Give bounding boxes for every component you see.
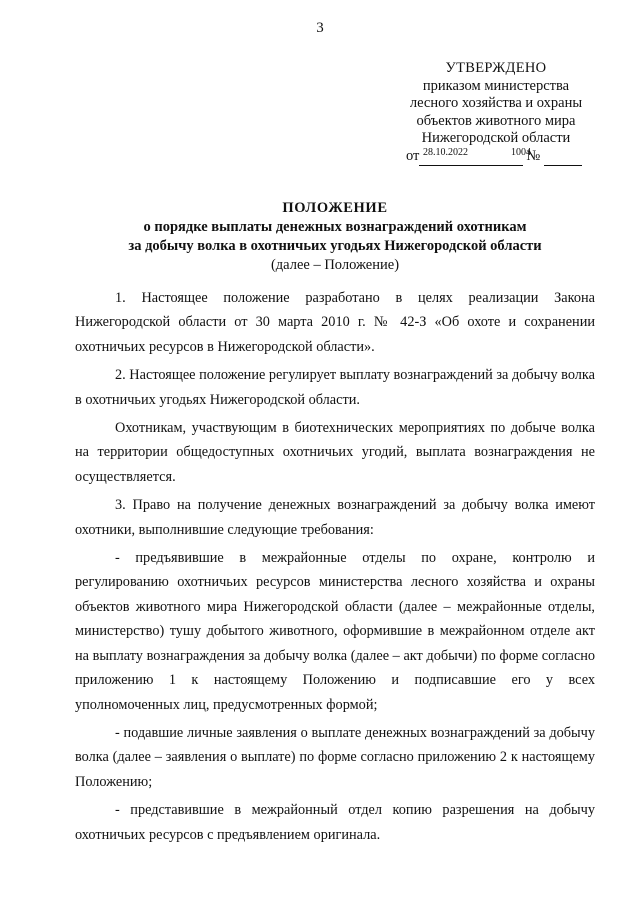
approval-number: 1004 bbox=[511, 146, 531, 158]
approval-line: лесного хозяйства и охраны bbox=[409, 95, 583, 111]
document-title-block bbox=[60, 199, 610, 275]
approval-line: приказом министерства bbox=[422, 77, 570, 94]
approval-block bbox=[396, 60, 596, 168]
approval-date: 28.10.2022 bbox=[423, 146, 468, 158]
number-label: № bbox=[526, 147, 541, 164]
paragraph: - представившие в межрайонный отдел копию разрешения на добычу охотничьих ресурсов с предъявлением оригинала. bbox=[75, 802, 595, 843]
number-underline bbox=[544, 148, 582, 167]
paragraph: Охотникам, участвующим в биотехнических мероприятиях по добыче волка на территории общедоступных охотничьих угодий, выплата вознаграждения не осуществляется. bbox=[75, 420, 595, 485]
from-label: от bbox=[406, 147, 420, 164]
page-number: 3 bbox=[316, 20, 324, 36]
approval-title: УТВЕРЖДЕНО bbox=[445, 60, 547, 76]
paragraph: - подавшие личные заявления о выплате денежных вознаграждений за добычу волка (далее – заявления о выплате) по форме согласно приложению 2 к настоящему Положению; bbox=[75, 724, 595, 790]
paragraph: 3. Право на получение денежных вознаграждений за добычу волка имеют охотники, выполнившие следующие требования: bbox=[75, 497, 595, 538]
paragraph: 1. Настоящее положение разработано в целях реализации Закона Нижегородской области от 30 марта 2010 г. № 42-З «Об охоте и сохранении охотничьих ресурсов в Нижегородской области». bbox=[75, 290, 595, 355]
approval-line: объектов животного мира bbox=[416, 112, 576, 129]
approval-line: Нижегородской области bbox=[421, 130, 571, 146]
document-subtitle-line: о порядке выплаты денежных вознаграждений охотникам bbox=[143, 219, 527, 235]
paragraph: 2. Настоящее положение регулирует выплату вознаграждений за добычу волка в охотничьих угодьях Нижегородской области. bbox=[75, 367, 595, 408]
document-short-name: (далее – Положение) bbox=[270, 257, 400, 273]
approval-date-line bbox=[396, 148, 596, 168]
document-subtitle-line: за добычу волка в охотничьих угодьях Нижегородской области bbox=[128, 238, 542, 254]
document-title: ПОЛОЖЕНИЕ bbox=[282, 200, 388, 216]
document-body bbox=[75, 286, 595, 851]
paragraph: - предъявившие в межрайонные отделы по охране, контролю и регулированию охотничьих ресурсов министерства лесного хозяйства и охраны объектов животного мира Нижегородской области (далее – межрайонные отделы, министерство) тушу добытого животного, оформившие в межрайонном отделе акт на выплату вознаграждения за добычу волка (далее – акт добычи) по форме согласно приложению 1 к настоящему Положению и подписавшие его у всех уполномоченных лиц, предусмотренных формой; bbox=[75, 550, 595, 713]
